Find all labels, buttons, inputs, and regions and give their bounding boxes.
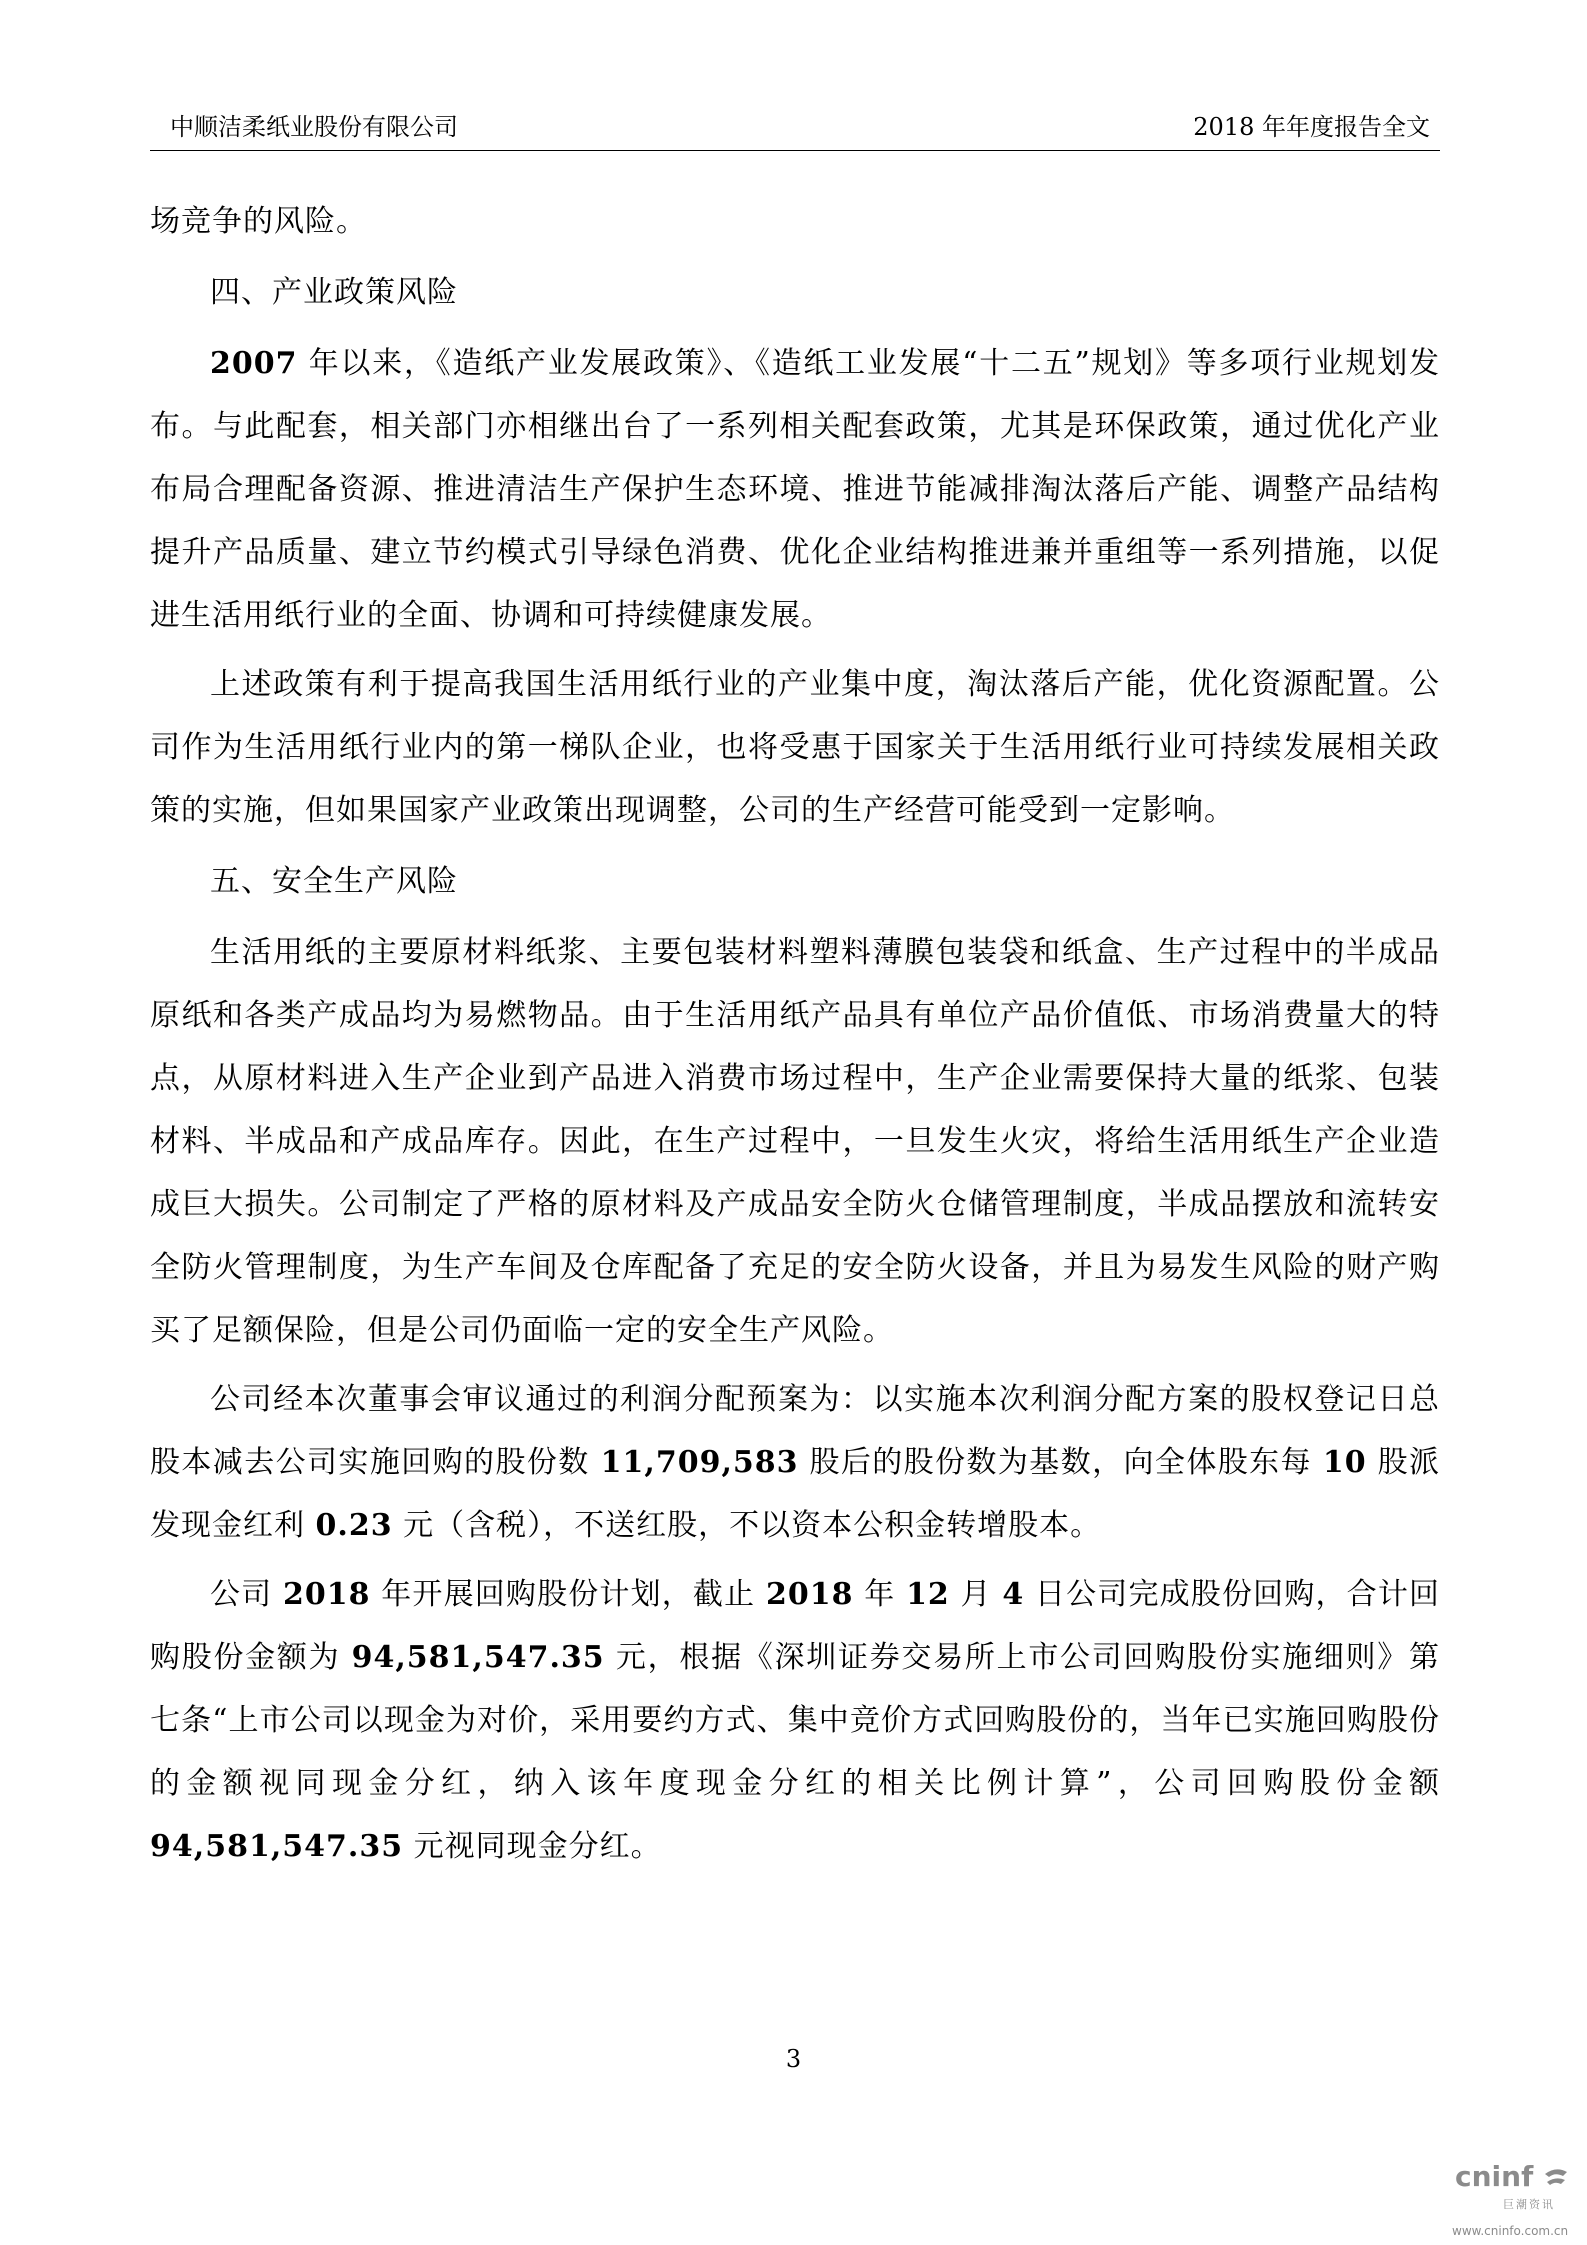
- repurchase-amount-value: 94,581,547.35: [351, 1640, 605, 1675]
- logo-chinese-name: 巨潮资讯: [1503, 2198, 1555, 2211]
- paragraph-text: 年: [853, 1577, 907, 1612]
- paragraph-share-repurchase: [150, 1563, 1440, 1878]
- section-heading-production-safety-risk: 五、安全生产风险: [210, 864, 458, 899]
- paragraph-text: 年开展回购股份计划，截止: [370, 1577, 766, 1612]
- paragraph-profit-distribution: [150, 1368, 1440, 1557]
- section-heading-industry-policy-risk: 四、产业政策风险: [210, 275, 458, 310]
- paragraph-text: 股派发现金红利: [150, 1445, 1440, 1543]
- document-body: [150, 190, 1440, 1878]
- page-number: 3: [785, 2045, 802, 2073]
- paragraph-continuation: 场竞争的风险。: [150, 204, 367, 239]
- page-header: [150, 104, 1440, 151]
- website-url: www.cninfo.com.cn: [1452, 2224, 1569, 2238]
- year-value: 2007: [210, 346, 298, 381]
- header-company-name: 中顺洁柔纸业股份有限公司: [170, 113, 458, 141]
- paragraph-policy-impact: 上述政策有利于提高我国生活用纸行业的产业集中度，淘汰落后产能，优化资源配置。公司作为生活用纸行业内的第一梯队企业，也将受惠于国家关于生活用纸行业可持续发展相关政策的实施，但如果国家产业政策出现调整，公司的生产经营可能受到一定影响。: [150, 667, 1440, 828]
- paragraph-text: 公司经本次董事会审议通过的利润分配预案为：以实施本次利润分配方案的股权登记日总股本减去公司实施回购的股份数: [150, 1382, 1440, 1480]
- year-value: 2018: [283, 1577, 371, 1612]
- repurchased-shares-value: 11,709,583: [600, 1445, 799, 1480]
- cninfo-swirl-icon: [1541, 2164, 1571, 2194]
- repurchase-amount-value: 94,581,547.35: [150, 1829, 404, 1864]
- paragraph-text: 年以来，《造纸产业发展政策》、《造纸工业发展“十二五”规划》等多项行业规划发布。与此配套，相关部门亦相继出台了一系列相关配套政策，尤其是环保政策，通过优化产业布局合理配备资源、推进清洁生产保护生态环境、推进节能减排淘汰落后产能、调整产品结构提升产品质量、建立节约模式引导绿色消费、优化企业结构推进兼并重组等一系列措施，以促进生活用纸行业的全面、协调和可持续健康发展。: [150, 346, 1440, 633]
- paragraph-text: 公司: [210, 1577, 284, 1612]
- paragraph-text: 元，根据《深圳证券交易所上市公司回购股份实施细则》第七条“上市公司以现金为对价，采用要约方式、集中竞价方式回购股份的，当年已实施回购股份的金额视同现金分红，纳入该年度现金分红的相关比例计算”，公司回购股份金额: [150, 1640, 1440, 1801]
- month-value: 12: [906, 1577, 950, 1612]
- cninfo-logo: [1455, 2160, 1580, 2220]
- paragraph-policy-background: [150, 332, 1440, 647]
- logo-wordmark: cninf: [1455, 2160, 1534, 2193]
- paragraph-text: 月: [949, 1577, 1003, 1612]
- paragraph-text: 股后的股份数为基数，向全体股东每: [798, 1445, 1323, 1480]
- paragraph-text: 元视同现金分红。: [403, 1829, 662, 1864]
- day-value: 4: [1002, 1577, 1025, 1612]
- header-report-title: 2018 年年度报告全文: [1193, 113, 1430, 141]
- paragraph-text: 日公司完成股份回购，合计回购股份金额为: [150, 1577, 1440, 1675]
- year-value: 2018: [765, 1577, 854, 1612]
- paragraph-safety-risk: 生活用纸的主要原材料纸浆、主要包装材料塑料薄膜包装袋和纸盒、生产过程中的半成品原纸和各类产成品均为易燃物品。由于生活用纸产品具有单位产品价值低、市场消费量大的特点，从原材料进入生产企业到产品进入消费市场过程中，生产企业需要保持大量的纸浆、包装材料、半成品和产成品库存。因此，在生产过程中，一旦发生火灾，将给生活用纸生产企业造成巨大损失。公司制定了严格的原材料及产成品安全防火仓储管理制度，半成品摆放和流转安全防火管理制度，为生产车间及仓库配备了充足的安全防火设备，并且为易发生风险的财产购买了足额保险，但是公司仍面临一定的安全生产风险。: [150, 935, 1440, 1348]
- paragraph-text: 元（含税），不送红股，不以资本公积金转增股本。: [392, 1508, 1102, 1543]
- dividend-value: 0.23: [315, 1508, 393, 1543]
- per-shares-value: 10: [1322, 1445, 1367, 1480]
